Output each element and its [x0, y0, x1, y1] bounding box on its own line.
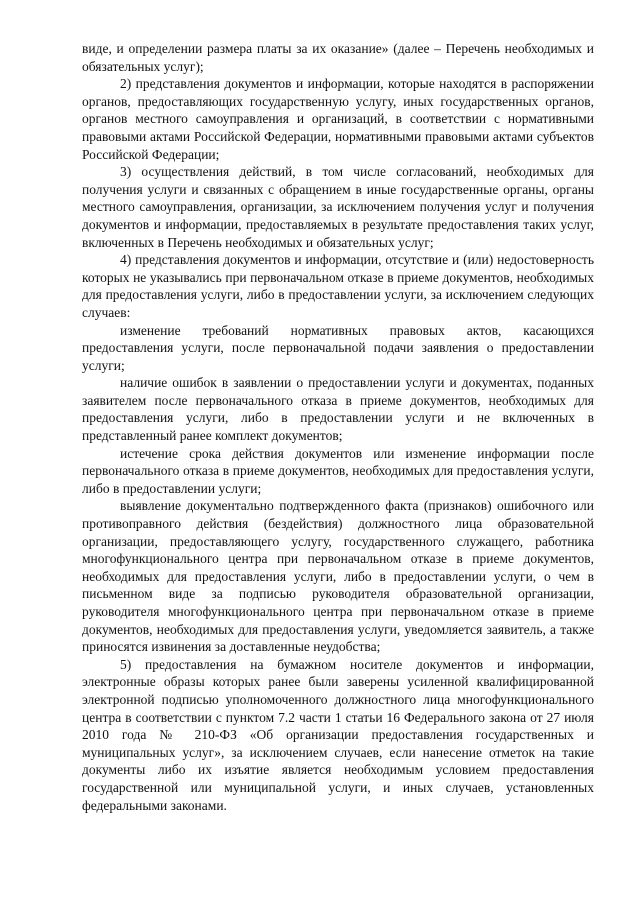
paragraph-case-expiry: истечение срока действия документов или изменение информации после первоначального отказа в приеме документов, необходимых для предоставления услуги, либо в предоставлении услуги; — [82, 445, 594, 496]
paragraph-continuation: виде, и определении размера платы за их оказание» (далее – Перечень необходимых и обязательных услуг); — [82, 41, 594, 74]
paragraph-item-4: 4) представления документов и информации, отсутствие и (или) недостоверность которых не указывались при первоначальном отказе в приеме документов, необходимых для предоставления услуги, либо в предоставлении услуги, за исключением следующих случаев: — [82, 252, 594, 320]
paragraph-case-requirements-change: изменение требований нормативных правовых актов, касающихся предоставления услуги, после первоначальной подачи заявления о предоставлении услуги; — [82, 322, 594, 373]
paragraph-case-errors: наличие ошибок в заявлении о предоставлении услуги и документах, поданных заявителем после первоначального отказа в приеме документов, необходимых для предоставления услуги, либо в предоставлении услуги и не включенных в представленный ранее комплект документов; — [82, 375, 594, 444]
paragraph-item-3: 3) осуществления действий, в том числе согласований, необходимых для получения услуги и связанных с обращением в иные государственные органы, органы местного самоуправления, организации, за исключением получения услуг и получения документов и информации, предоставляемых в результате предоставления таких услуг, включенных в Перечень необходимых и обязательных услуг; — [82, 164, 594, 250]
document-page — [82, 40, 594, 814]
paragraph-item-2: 2) представления документов и информации, которые находятся в распоряжении органов, предоставляющих государственную услугу, иных государственных органов, органов местного самоуправления и организаций, в соответствии с нормативными правовыми актами Российской Федерации, нормативными правовыми актами субъектов Российской Федерации; — [82, 76, 594, 162]
paragraph-case-misconduct: выявление документально подтвержденного факта (признаков) ошибочного или противоправного действия (бездействия) должностного лица образовательной организации, предоставляющего услугу, государственного служащего, работника многофункционального центра при первоначальном отказе в приеме документов, необходимых для предоставления услуги, либо в предоставлении услуги, о чем в письменном виде за подписью руководителя образовательной организации, руководителя многофункционального центра при первоначальном отказе в приеме документов, необходимых для предоставления услуги, уведомляется заявитель, а также приносятся извинения за доставленные неудобства; — [82, 498, 594, 655]
paragraph-item-5: 5) предоставления на бумажном носителе документов и информации, электронные образы которых ранее были заверены усиленной квалифицированной электронной подписью уполномоченного должностного лица многофункционального центра в соответствии с пунктом 7.2 части 1 статьи 16 Федерального закона от 27 июля 2010 года № 210-ФЗ «Об организации предоставления государственных и муниципальных услуг», за исключением случаев, если нанесение отметок на такие документы либо их изъятие является необходимым условием предоставления государственной или муниципальной услуги, и иных случаев, установленных федеральными законами. — [82, 656, 594, 813]
